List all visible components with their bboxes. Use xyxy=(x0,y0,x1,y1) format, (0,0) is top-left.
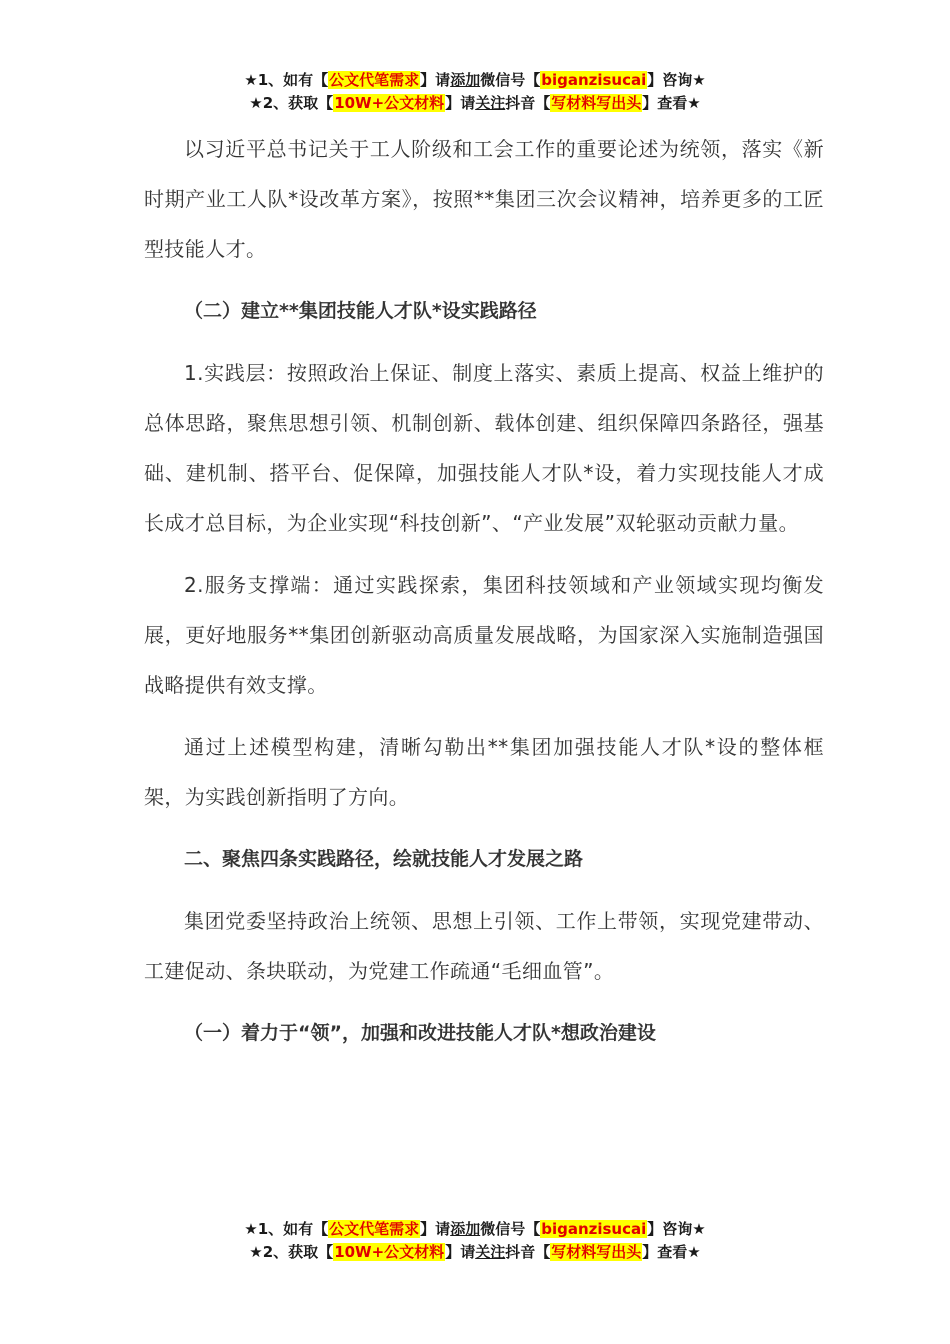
underlined-text: 添加 xyxy=(450,71,481,89)
banner-text: ★1、如有【 xyxy=(244,71,329,89)
banner-text: 抖音【 xyxy=(505,94,551,112)
banner-text: 】咨询★ xyxy=(647,71,706,89)
paragraph: 以习近平总书记关于工人阶级和工会工作的重要论述为统领，落实《新时期产业工人队*设改革方案》，按照**集团三次会议精神，培养更多的工匠型技能人才。 xyxy=(144,137,824,261)
highlight-text: 写材料写出头 xyxy=(551,1243,642,1261)
highlight-text: 10W+公文材料 xyxy=(334,1243,445,1261)
banner-text: 】查看★ xyxy=(642,1243,701,1261)
highlight-text: 公文代笔需求 xyxy=(329,71,420,89)
section-heading: （一）着力于“领”，加强和改进技能人才队*想政治建设 xyxy=(184,1022,656,1044)
section-heading: （二）建立**集团技能人才队*设实践路径 xyxy=(184,300,537,322)
banner-text: 】查看★ xyxy=(642,94,701,112)
underlined-text: 关注 xyxy=(475,1243,506,1261)
banner-text: 】请 xyxy=(420,1220,451,1238)
banner-text: ★2、获取【 xyxy=(249,1243,334,1261)
banner-text: ★2、获取【 xyxy=(249,94,334,112)
footer-banner xyxy=(0,1218,950,1264)
banner-text: ★1、如有【 xyxy=(244,1220,329,1238)
paragraph: 集团党委坚持政治上统领、思想上引领、工作上带领，实现党建带动、工建促动、条块联动，为党建工作疏通“毛细血管”。 xyxy=(144,909,824,983)
highlight-text: 10W+公文材料 xyxy=(334,94,445,112)
paragraph: 1.实践层：按照政治上保证、制度上落实、素质上提高、权益上维护的总体思路，聚焦思想引领、机制创新、载体创建、组织保障四条路径，强基础、建机制、搭平台、促保障，加强技能人才队*设，着力实现技能人才成长成才总目标，为企业实现“科技创新”、“产业发展”双轮驱动贡献力量。 xyxy=(144,361,824,535)
banner-text: 】咨询★ xyxy=(647,1220,706,1238)
highlight-text: biganzisucai xyxy=(541,71,647,89)
banner-text: 抖音【 xyxy=(505,1243,551,1261)
banner-line-2 xyxy=(0,92,950,115)
banner-text: 微信号【 xyxy=(480,71,541,89)
banner-text: 】请 xyxy=(420,71,451,89)
highlight-text: biganzisucai xyxy=(541,1220,647,1238)
document-body xyxy=(144,124,824,1058)
chapter-heading: 二、聚焦四条实践路径，绘就技能人才发展之路 xyxy=(184,848,584,870)
paragraph: 2.服务支撑端：通过实践探索，集团科技领域和产业领域实现均衡发展，更好地服务**集团创新驱动高质量发展战略，为国家深入实施制造强国战略提供有效支撑。 xyxy=(144,573,824,697)
banner-text: 微信号【 xyxy=(480,1220,541,1238)
underlined-text: 关注 xyxy=(475,94,506,112)
header-banner xyxy=(0,69,950,115)
banner-line-2 xyxy=(0,1241,950,1264)
banner-text: 】请 xyxy=(445,94,476,112)
banner-line-1 xyxy=(0,1218,950,1241)
underlined-text: 添加 xyxy=(450,1220,481,1238)
highlight-text: 公文代笔需求 xyxy=(329,1220,420,1238)
highlight-text: 写材料写出头 xyxy=(551,94,642,112)
banner-line-1 xyxy=(0,69,950,92)
banner-text: 】请 xyxy=(445,1243,476,1261)
paragraph: 通过上述模型构建，清晰勾勒出**集团加强技能人才队*设的整体框架，为实践创新指明了方向。 xyxy=(144,735,824,809)
